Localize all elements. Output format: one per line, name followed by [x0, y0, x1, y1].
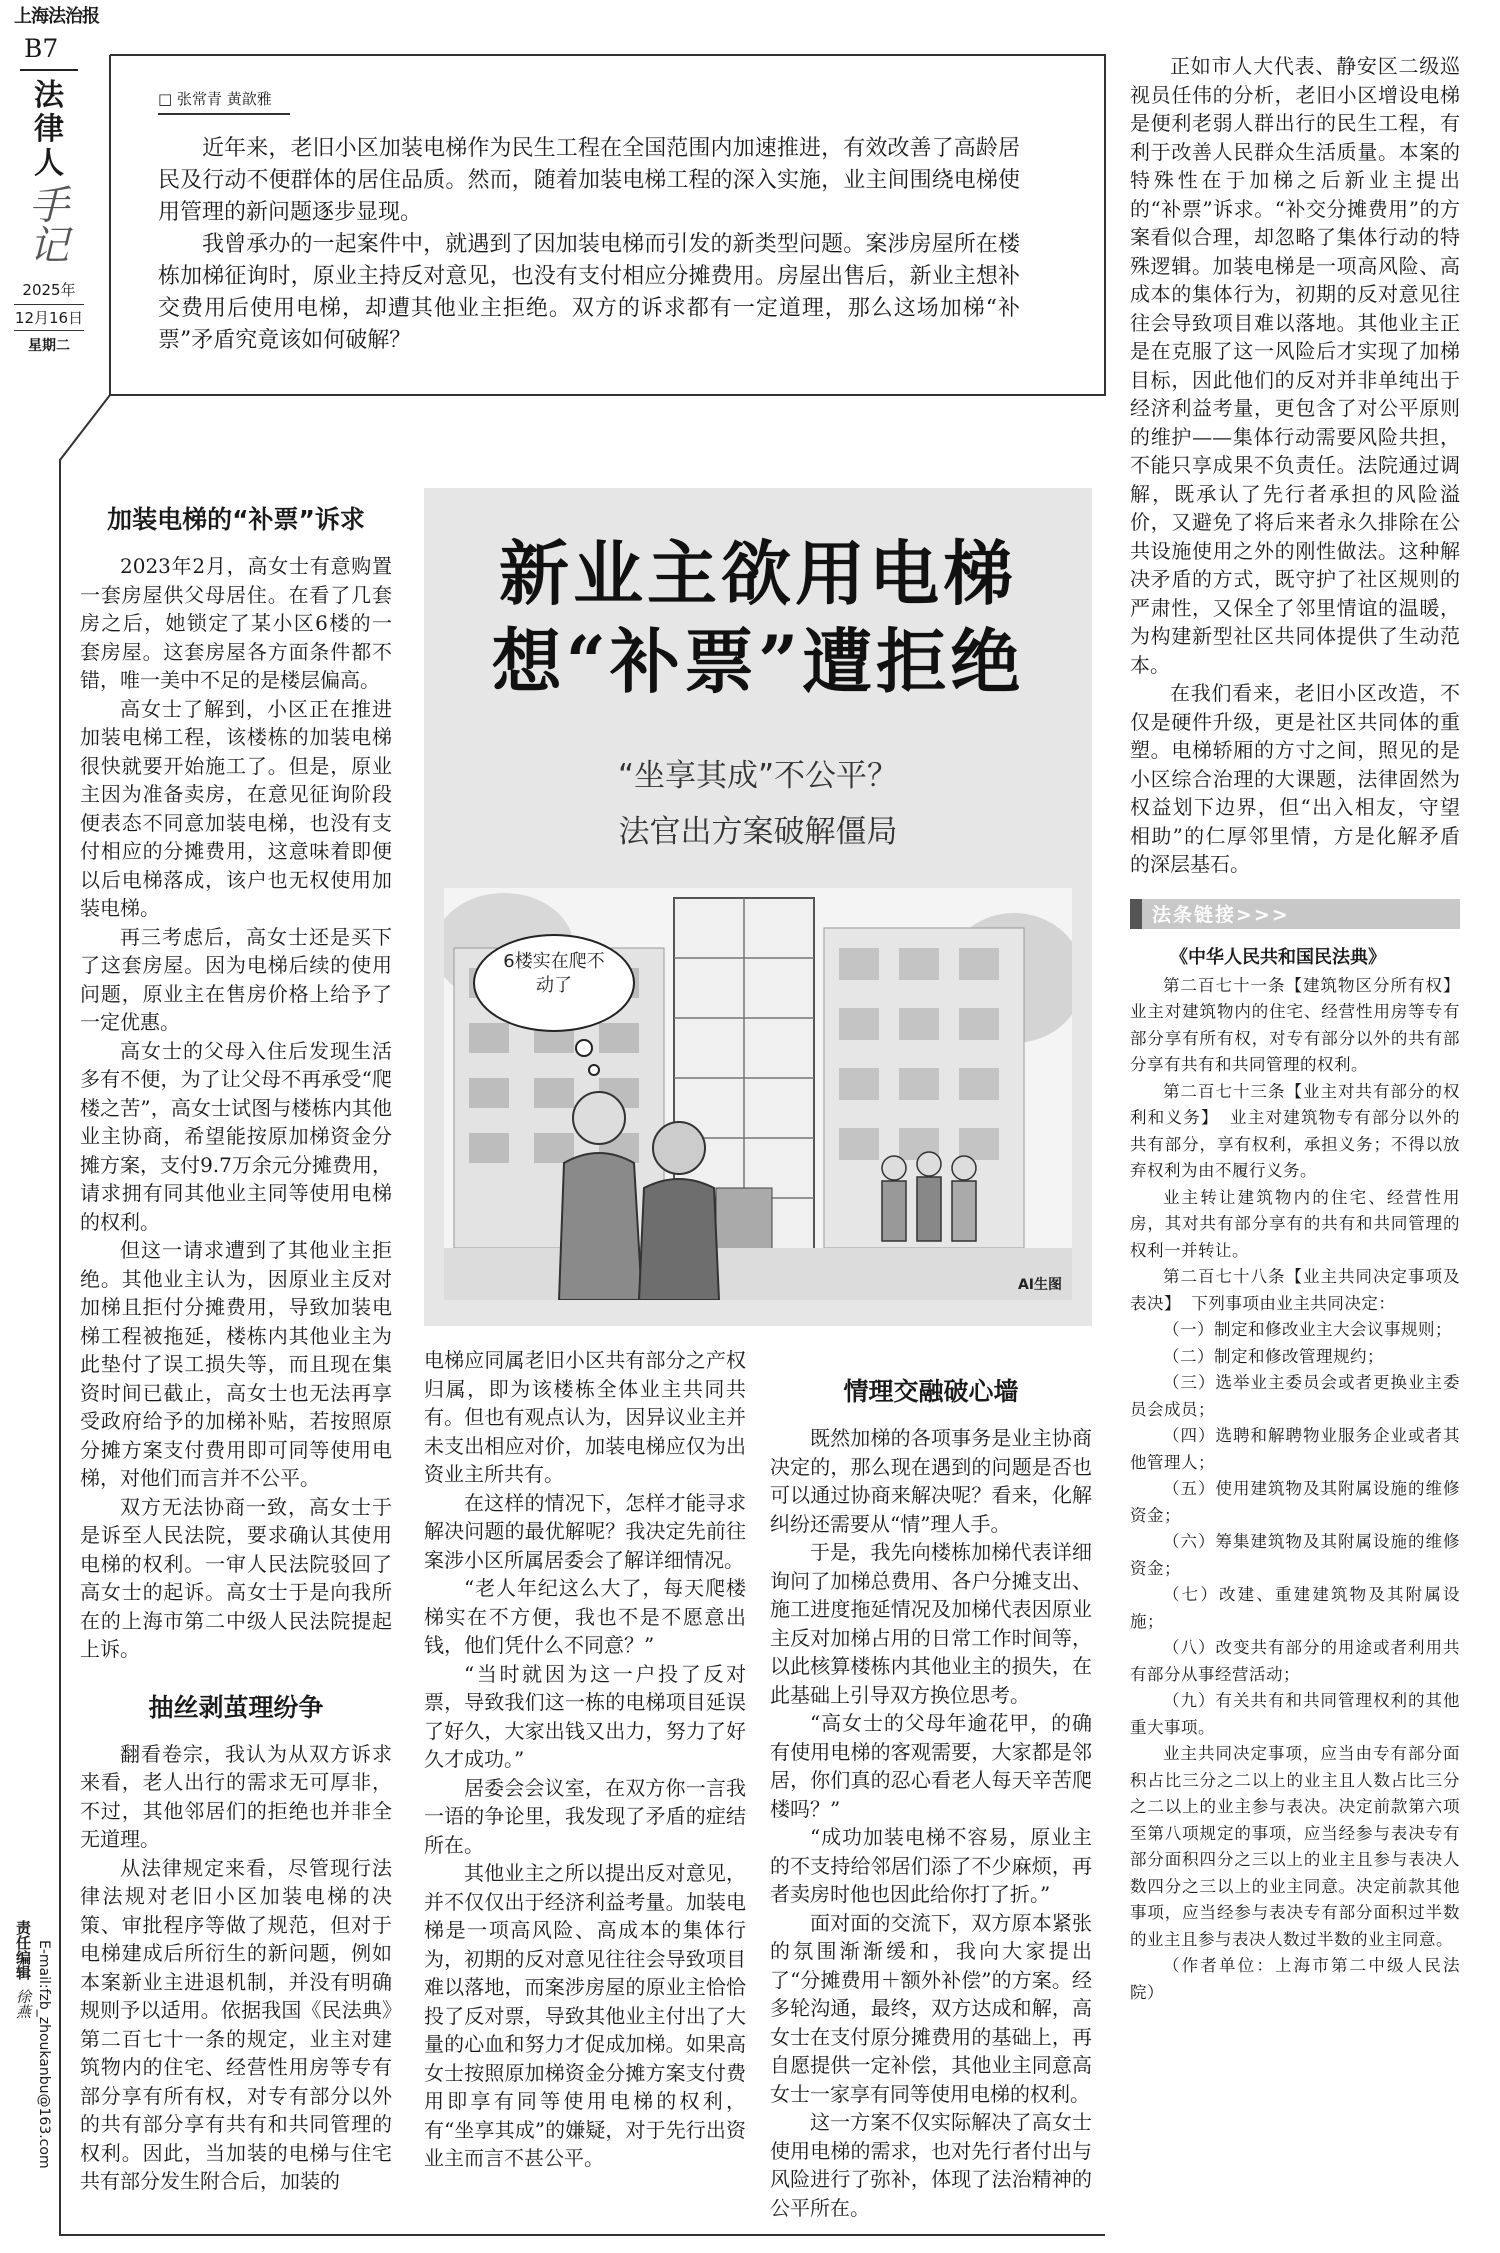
law-para: 业主转让建筑物内的住宅、经营性用房，其对共有部分享有的共有和共同管理的权利一并转让。: [1130, 1187, 1460, 1260]
col3-para: 既然加梯的各项事务是业主协商决定的，那么现在遇到的问题是否也可以通过协商来解决呢？看来，化解纠纷还需要从“情”理人手。: [770, 1426, 1092, 1536]
law-para: （八）改变共有部分的用途或者利用共有部分从事经营活动；: [1130, 1638, 1460, 1684]
law-para: （五）使用建筑物及其附属设施的维修资金；: [1130, 1479, 1460, 1525]
section-title: 法 律 人 手 记: [29, 78, 69, 269]
col4-para: 在我们看来，老旧小区改造，不仅是硬件升级，更是社区共同体的重塑。电梯轿厢的方寸之间，照见的是小区综合治理的大课题，法律固然为权益划下边界，但“出入相友，守望相助”的仁厚邻里情，方是化解矛盾的深层基石。: [1130, 681, 1460, 876]
law-link-bar: [1130, 899, 1142, 929]
column-2: [424, 1346, 746, 2173]
subhead-2: 抽丝剥茧理纷争: [148, 1692, 324, 1722]
law-para: 业主共同决定事项，应当由专有部分面积占比三分之二以上的业主且人数占比三分之二以上的业主参与表决。决定前款第六项至第八项规定的事项，应当经参与表决专有部分面积四分之三以上的业主且参与表决人数四分之三以上的业主同意。决定前款其他事项，应当经参与表决专有部分面积过半数的业主且参与表决人数过半数的业主同意。: [1130, 1744, 1460, 1949]
law-para: （一）制定和修改业主大会议事规则；: [1163, 1320, 1452, 1339]
column-1: [80, 500, 392, 2196]
law-para: 第二百七十八条【业主共同决定事项及表决】 下列事项由业主共同决定：: [1130, 1267, 1460, 1313]
col1-para: 2023年2月，高女士有意购置一套房屋供父母居住。在看了几套房之后，她锁定了某小区6楼的一套房屋。这套房屋各方面条件都不错，唯一美中不足的是楼层偏高。: [80, 554, 392, 692]
intro-para-1: 近年来，老旧小区加装电梯作为民生工程在全国范围内加速推进，有效改善了高龄居民及行动不便群体的居住品质。然而，随着加装电梯工程的深入实施，业主间围绕电梯使用管理的新问题逐步显现。: [158, 136, 1020, 225]
editor-credit: 责任编辑 徐燕: [14, 1920, 32, 2019]
col1-para: 高女士的父母入住后发现生活多有不便，为了让父母不再承受“爬楼之苦”，高女士试图与楼栋内其他业主协商，希望能按原加梯资金分摊方案，支付9.7万余元分摊费用，请求拥有同其他业主同等使用电梯的权利。: [80, 1038, 392, 1234]
col1-para: 高女士了解到，小区正在推进加装电梯工程，该楼栋的加装电梯很快就要开始施工了。但是，原业主因为准备卖房，在意见征询阶段便表态不同意加装电梯，也没有支付相应的分摊费用，这意味着即便以后电梯落成，该户也无权使用加装电梯。: [80, 696, 392, 920]
law-para: （七）改建、重建建筑物及其附属设施；: [1130, 1585, 1460, 1631]
col1-para: 双方无法协商一致，高女士于是诉至人民法院，要求确认其使用电梯的权利。一审人民法院驳回了高女士的起诉。高女士于是向我所在的上海市第二中级人民法院提起上诉。: [80, 1494, 392, 1661]
speech-bubble-text: 6楼实在爬不动了: [503, 951, 605, 996]
paper-name: 上海法治报: [14, 6, 99, 27]
col1-para: 再三考虑后，高女士还是买下了这套房屋。因为电梯后续的使用问题，原业主在售房价格上给予了一定优惠。: [80, 924, 392, 1034]
editor-email: E-mail:fzb_zhoukanbu@163.com: [36, 1940, 52, 2169]
issue-weekday: 星期二: [28, 338, 70, 354]
col2-para: 电梯应同属老旧小区共有部分之产权归属，即为该楼栋全体业主共同共有。但也有观点认为，因异议业主并未支出相应对价，加装电梯应仅为出资业主所共有。: [424, 1348, 746, 1486]
law-para: （六）筹集建筑物及其附属设施的维修资金；: [1130, 1532, 1460, 1578]
col3-para: 这一方案不仅实际解决了高女士使用电梯的需求，也对先行者付出与风险进行了弥补，体现了法治精神的公平所在。: [770, 2110, 1092, 2220]
issue-year: 2025年: [22, 281, 76, 299]
col3-para: 于是，我先向楼栋加梯代表详细询问了加梯总费用、各户分摊支出、施工进度拖延情况及加梯代表因原业主反对加梯占用的日常工作时间等，以此核算楼栋内其他业主的损失，在此基础上引导双方换位思考。: [770, 1540, 1092, 1707]
col2-para: 其他业主之所以提出反对意见，并不仅仅出于经济利益考量。加装电梯是一项高风险、高成本的集体行为，初期的反对意见往往会导致项目难以落地，而案涉房屋的原业主恰恰投了反对票，导致其他业主付出了大量的心血和努力才促成加梯。如果高女士按照原加梯资金分摊方案支付费用即享有同等使用电梯的权利，有“坐享其成”的嫌疑，对于先行出资业主而言不甚公平。: [424, 1861, 746, 2170]
law-title: 《中华人民共和国民法典》: [1170, 946, 1386, 968]
law-para: （四）选聘和解聘物业服务企业或者其他管理人；: [1130, 1426, 1460, 1472]
subhead-3: 情理交融破心墙: [843, 1377, 1019, 1406]
col2-para: “当时就因为这一户投了反对票，导致我们这一栋的电梯项目延误了好久，大家出钱又出力，努力了好久才成功。”: [424, 1661, 746, 1771]
image-credit: AI生图: [1017, 1277, 1062, 1293]
col4-para: 正如市人大代表、静安区二级巡视员任伟的分析，老旧小区增设电梯是便利老弱人群出行的民生工程，有利于改善人民群众生活质量。本案的特殊性在于加梯之后新业主提出的“补票”诉求。“补交分摊费用”的方案看似合理，却忽略了集体行动的特殊逻辑。加装电梯是一项高风险、高成本的集体行为，初期的反对意见往往会导致项目难以落地。其他业主正是在克服了这一风险后才实现了加梯目标，因此他们的反对并非单纯出于经济利益考量，更包含了对公平原则的维护——集体行动需要风险共担，不能只享成果不负责任。法院通过调解，既承认了先行者承担的风险溢价，又避免了将后来者永久排除在公共设施使用之外的刚性做法。这种解决矛盾的方式，既守护了社区规则的严肃性，又保全了邻里情谊的温暖，为构建新型社区共同体提供了生动范本。: [1130, 54, 1460, 677]
col2-para: “老人年纪这么大了，每天爬楼梯实在不方便，我也不是不愿意出钱，他们凭什么不同意？”: [424, 1576, 746, 1657]
col1-para: 翻看卷宗，我认为从双方诉求来看，老人出行的需求无可厚非，不过，其他邻居们的拒绝也并非全无道理。: [80, 1741, 392, 1851]
law-text: [1130, 943, 1460, 2007]
intro-para-2: 我曾承办的一起案件中，就遇到了因加装电梯而引发的新类型问题。案涉房屋所在楼栋加梯征询时，原业主持反对意见，也没有支付相应分摊费用。房屋出售后，新业主想补交费用后使用电梯，却遭其他业主拒绝。双方的诉求都有一定道理，那么这场加梯“补票”矛盾究竟该如何破解？: [158, 232, 1020, 353]
issue-date: 12月16日: [14, 304, 84, 331]
law-link-header: [1130, 899, 1460, 929]
byline: □ 张常青 黄歆雅: [158, 88, 290, 115]
law-para: （三）选举业主委员会或者更换业主委员会成员；: [1130, 1373, 1460, 1419]
col2-para: 在这样的情况下，怎样才能寻求解决问题的最优解呢？我决定先前往案涉小区所属居委会了解详细情况。: [424, 1490, 746, 1572]
column-3: [770, 1372, 1092, 2222]
law-link-title: 法条链接>>>: [1152, 904, 1290, 926]
headline-line-1: 新业主欲用电梯: [499, 532, 1017, 615]
page-number: B7: [24, 34, 59, 63]
law-para: （二）制定和修改管理规约；: [1163, 1346, 1384, 1366]
col3-para: “高女士的父母年逾花甲，的确有使用电梯的客观需要，大家都是邻居，你们真的忍心看老人每天辛苦爬楼吗？”: [770, 1711, 1092, 1821]
law-para: 第二百七十一条【建筑物区分所有权】 业主对建筑物内的住宅、经营性用房等专有部分享有所有权，对专有部分以外的共有部分享有共有和共同管理的权利。: [1130, 975, 1460, 1074]
headline-line-2: 想“补票”遭拒绝: [491, 620, 1025, 703]
author-affiliation: （作者单位：上海市第二中级人民法院）: [1130, 1956, 1460, 2002]
subhead-1: 加装电梯的“补票”诉求: [107, 505, 365, 534]
col2-para: 居委会会议室，在双方你一言我一语的争论里，我发现了矛盾的症结所在。: [424, 1775, 746, 1857]
column-4: [1130, 52, 1460, 2006]
subheadline-1: “坐享其成”不公平？: [617, 758, 899, 794]
col1-para: 从法律规定来看，尽管现行法律法规对老旧小区加装电梯的决策、审批程序等做了规范，但对于电梯建成后所衍生的新问题，例如本案新业主进退机制，并没有明确规则予以适用。依据我国《民法典》第二百七十一条的规定，业主对建筑物内的住宅、经营性用房等专有部分享有所有权，对专有部分以外的共有部分享有共有和共同管理的权利。因此，当加装的电梯与住宅共有部分发生附合后，加装的: [80, 1855, 392, 2193]
headline-box: [424, 488, 1092, 1326]
law-para: 第二百七十三条【业主对共有部分的权利和义务】 业主对建筑物专有部分以外的共有部分，享有权利，承担义务；不得以放弃权利为由不履行义务。: [1130, 1081, 1460, 1180]
col1-para: 但这一请求遭到了其他业主拒绝。其他业主认为，因原业主反对加梯且拒付分摊费用，导致加装电梯工程被拖延，楼栋内其他业主为此垫付了误工损失等，而且现在集资时间已截止，高女士也无法再享受政府给予的加梯补贴，若按照原分摊方案支付费用即可同等使用电梯，对他们而言并不公平。: [80, 1238, 392, 1490]
illustration: [444, 888, 1072, 1300]
intro-block: [158, 88, 1020, 357]
subheadline-2: 法官出方案破解僵局: [618, 814, 898, 850]
col3-para: “成功加装电梯不容易，原业主的不支持给邻居们添了不少麻烦，再者卖房时他也因此给你打了折。”: [770, 1825, 1092, 1906]
col3-para: 面对面的交流下，双方原本紧张的氛围渐渐缓和，我向大家提出了“分摊费用＋额外补偿”的方案。经多轮沟通，最终，双方达成和解，高女士在支付原分摊费用的基础上，再自愿提供一定补偿，其他业主同意高女士一家享有同等使用电梯的权利。: [770, 1910, 1092, 2106]
law-para: （九）有关共有和共同管理权利的其他重大事项。: [1130, 1691, 1460, 1737]
